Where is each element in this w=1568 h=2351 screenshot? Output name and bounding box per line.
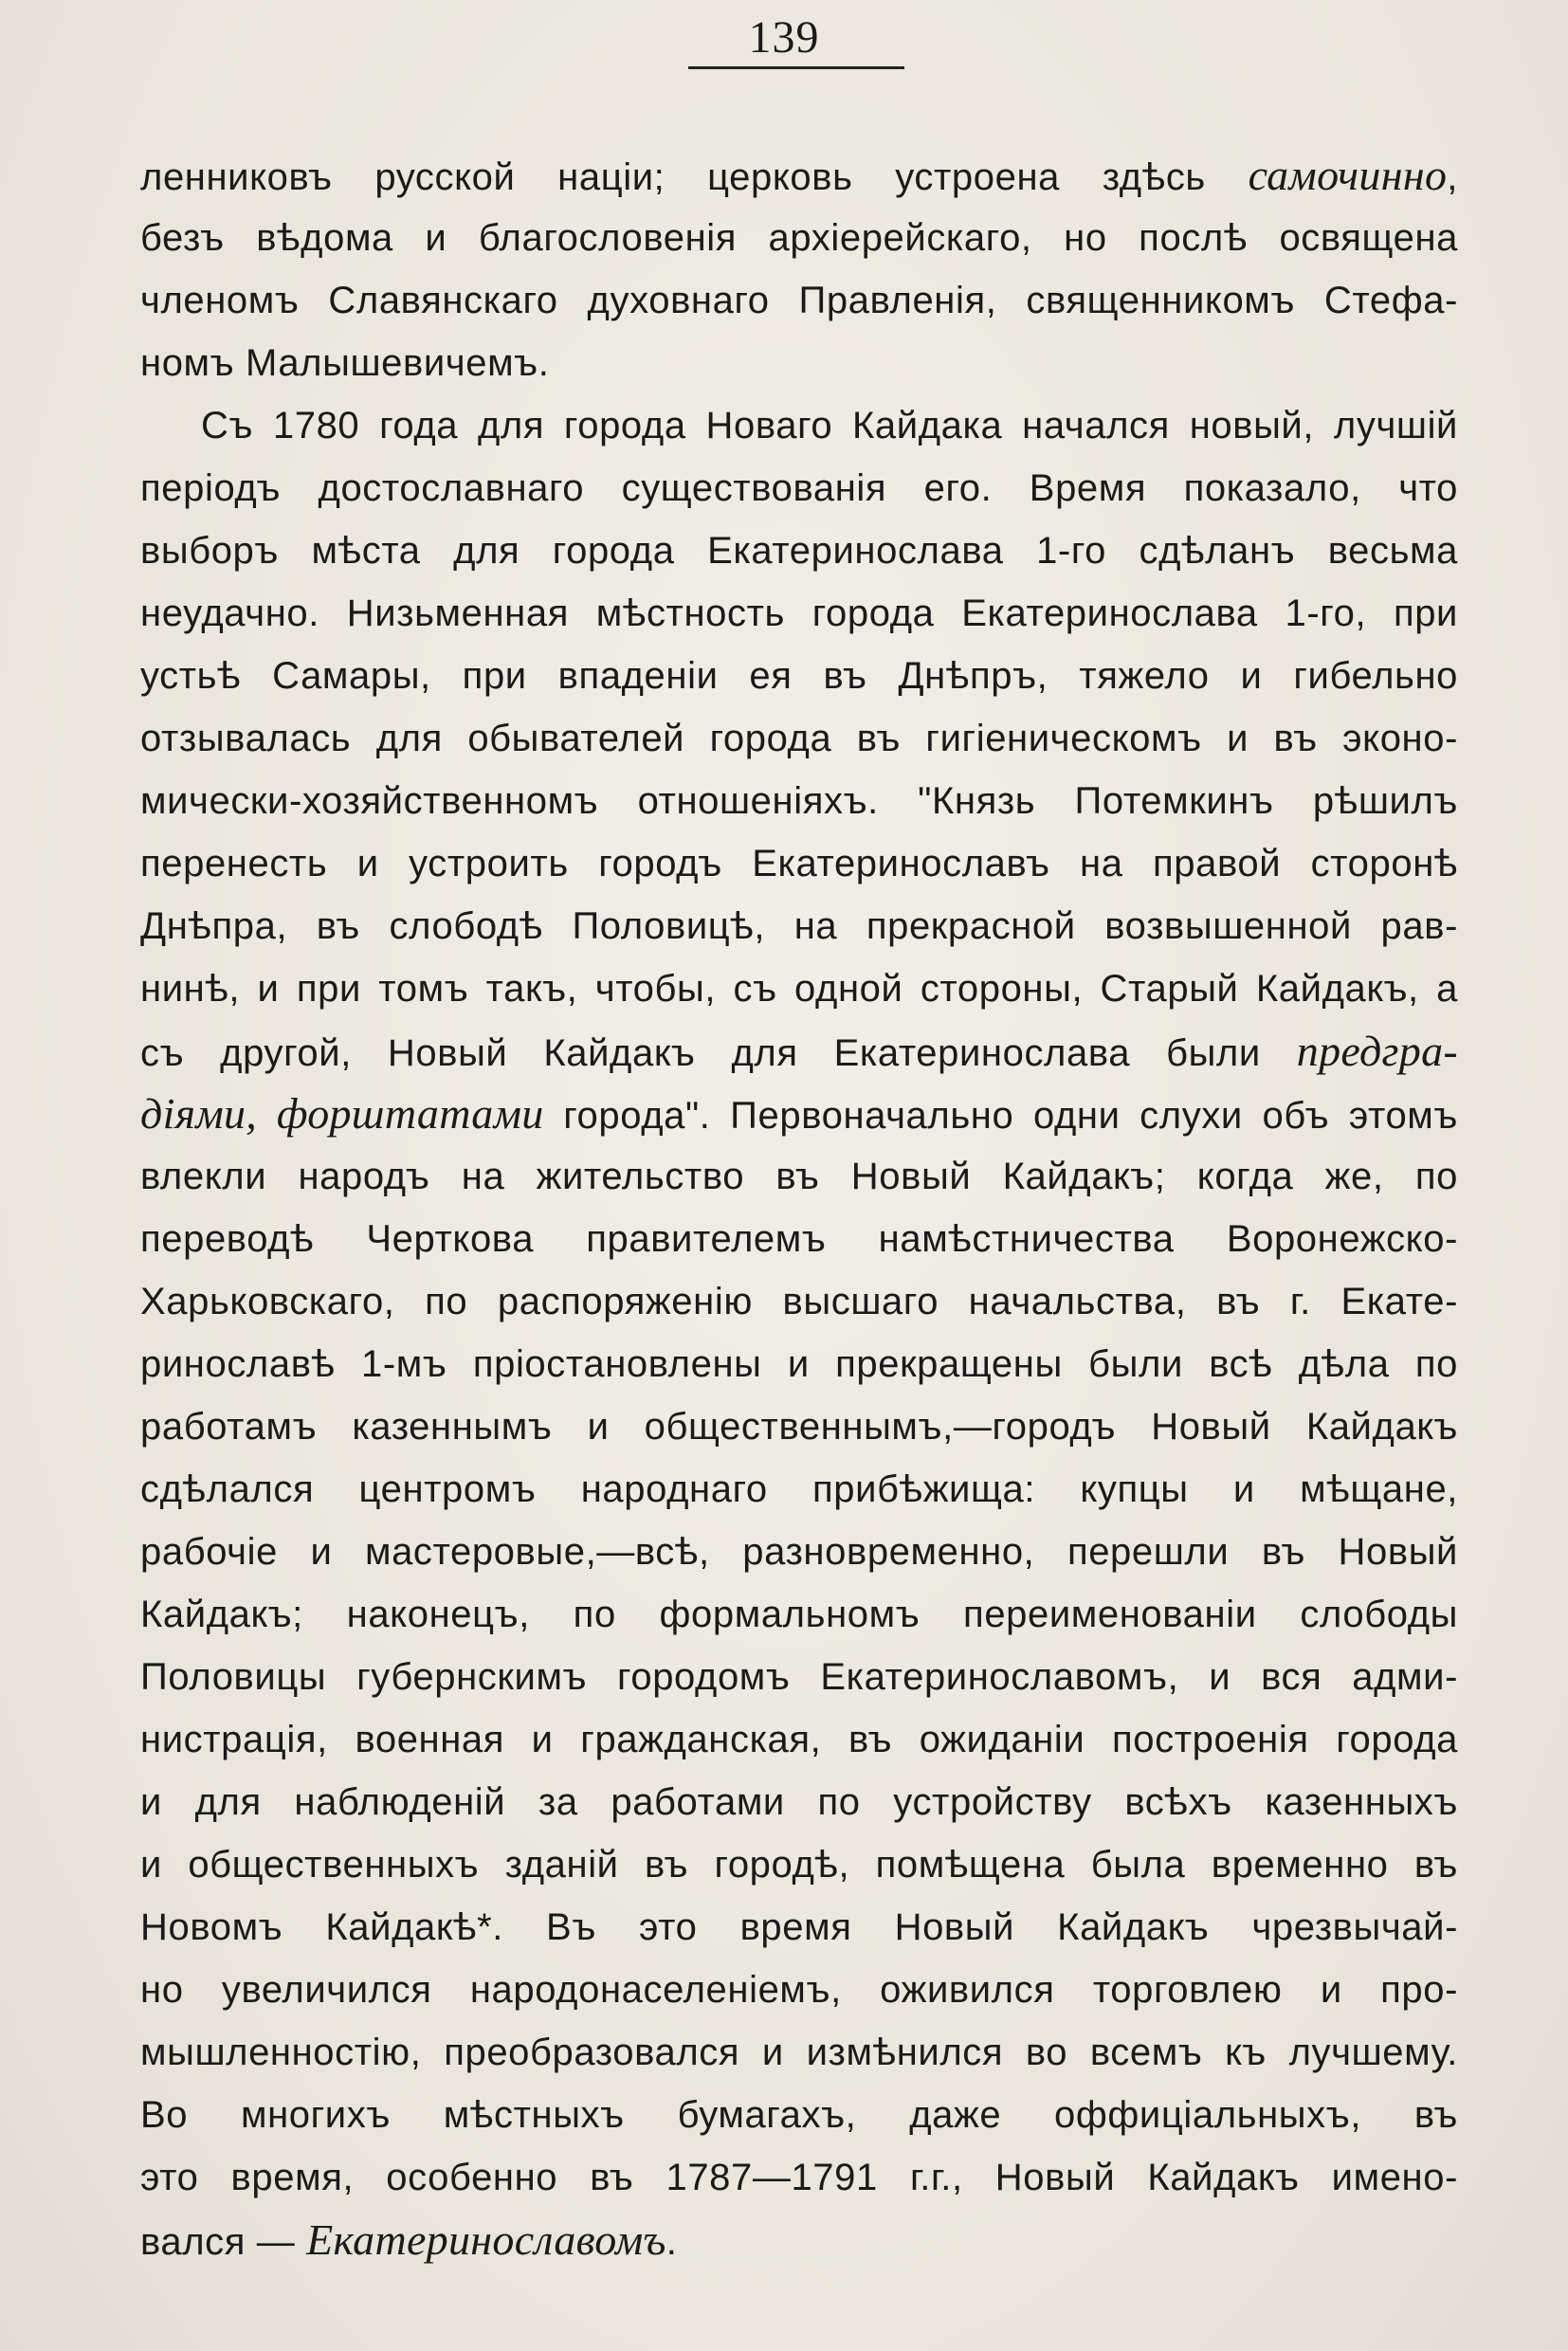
text-line [140,1708,1458,1771]
text-run: это время, особенно въ 1787—1791 г.г., Новый Кайдакъ имено- [140,2157,1458,2198]
text-run: ринославѣ 1-мъ пріостановлены и прекращены были всѣ дѣла по [140,1343,1458,1385]
text-line [140,144,1458,207]
text-line [140,582,1458,645]
text-run: нистрація, военная и гражданская, въ ожиданіи построенія города [140,1719,1458,1760]
text-line [140,707,1458,770]
text-run: Кайдакъ; наконецъ, по формальномъ переименованіи слободы [140,1594,1458,1635]
text-run: вался — [140,2221,307,2263]
text-line [140,207,1458,269]
text-line [140,1583,1458,1646]
text-run: и для наблюденій за работами по устройству всѣхъ казенныхъ [140,1781,1458,1823]
text-line [140,1083,1458,1145]
text-run: ленниковъ русской націи; церковь устроена здѣсь [140,156,1249,198]
text-run: рабочіе и мастеровые,—всѣ, разновременно, перешли въ Новый [140,1531,1458,1573]
text-line [140,2021,1458,2084]
text-run: Половицы губернскимъ городомъ Екатеринославомъ, и вся адми- [140,1656,1458,1698]
text-run: Новомъ Кайдакѣ*. Въ это время Новый Кайдакъ чрезвычай- [140,1906,1458,1948]
italic-text: предгра- [1296,1027,1458,1075]
text-run: мышленностію, преобразовался и измѣнился во всемъ къ лучшему. [140,2032,1458,2073]
text-line [140,1646,1458,1708]
page-number-container [0,8,1568,68]
text-run: , [1447,156,1458,198]
italic-text: самочинно [1248,151,1448,199]
text-run: но увеличился народонаселеніемъ, оживился торговлею и про- [140,1969,1458,2011]
text-line [140,1959,1458,2021]
text-run: переводѣ Черткова правителемъ намѣстничества Воронежско- [140,1218,1458,1260]
text-run: Днѣпра, въ слободѣ Половицѣ, на прекрасной возвышенной рав- [140,905,1458,947]
body-text [140,144,1458,2271]
text-run: безъ вѣдома и благословенія архіерейскаго, но послѣ освящена [140,217,1458,259]
text-line [140,1896,1458,1959]
text-line [140,2084,1458,2146]
page-number: 139 [748,12,820,63]
text-line [140,1270,1458,1333]
text-line [140,269,1458,332]
text-line [140,2209,1458,2271]
page-number-rule [688,66,904,69]
text-run: періодъ достославнаго существованія его. Время показало, что [140,467,1458,509]
text-line [140,1395,1458,1458]
text-line [140,1771,1458,1833]
text-line [140,519,1458,582]
text-run: отзывалась для обывателей города въ гигіеническомъ и въ эконо- [140,718,1458,759]
text-run: мически-хозяйственномъ отношеніяхъ. "Князь Потемкинъ рѣшилъ [140,780,1458,822]
text-line [140,895,1458,957]
text-run: и общественныхъ зданій въ городѣ, помѣщена была временно въ [140,1844,1458,1886]
text-run: города". Первоначально одни слухи объ этомъ [543,1095,1458,1137]
text-run: сдѣлался центромъ народнаго прибѣжища: купцы и мѣщане, [140,1468,1458,1510]
text-line [140,1521,1458,1583]
text-run: съ другой, Новый Кайдакъ для Екатеринослава были [140,1032,1297,1074]
text-run: Съ 1780 года для города Новаго Кайдака начался новый, лучшій [201,405,1458,447]
text-line [140,832,1458,895]
italic-text: Екатеринославомъ [306,2215,666,2264]
text-line [140,1145,1458,1208]
text-line [140,332,1458,394]
text-run: членомъ Славянскаго духовнаго Правленія, священникомъ Стефа- [140,280,1458,321]
text-line [140,457,1458,519]
text-run: работамъ казеннымъ и общественнымъ,—городъ Новый Кайдакъ [140,1406,1458,1448]
text-run: неудачно. Низьменная мѣстность города Екатеринослава 1-го, при [140,592,1458,634]
text-line [140,770,1458,832]
text-run: номъ Малышевичемъ. [140,342,550,384]
text-line [140,1458,1458,1521]
italic-text: діями, форштатами [140,1089,544,1138]
text-line [140,957,1458,1020]
text-run: . [665,2221,678,2263]
text-run: устьѣ Самары, при впаденіи ея въ Днѣпръ, тяжело и гибельно [140,655,1458,697]
text-line [140,1208,1458,1270]
text-run: влекли народъ на жительство въ Новый Кайдакъ; когда же, по [140,1156,1458,1197]
text-line [140,2146,1458,2209]
text-run: Во многихъ мѣстныхъ бумагахъ, даже оффиціальныхъ, въ [140,2094,1458,2136]
text-line [140,1833,1458,1896]
text-line [140,394,1458,457]
text-run: перенесть и устроить городъ Екатеринославъ на правой сторонѣ [140,843,1458,884]
text-run: нинѣ, и при томъ такъ, чтобы, съ одной стороны, Старый Кайдакъ, а [140,968,1458,1010]
text-run: Харьковскаго, по распоряженію высшаго начальства, въ г. Екате- [140,1281,1458,1322]
text-line [140,1333,1458,1395]
text-line [140,1020,1458,1083]
text-line [140,645,1458,707]
text-run: выборъ мѣста для города Екатеринослава 1-го сдѣланъ весьма [140,530,1458,572]
